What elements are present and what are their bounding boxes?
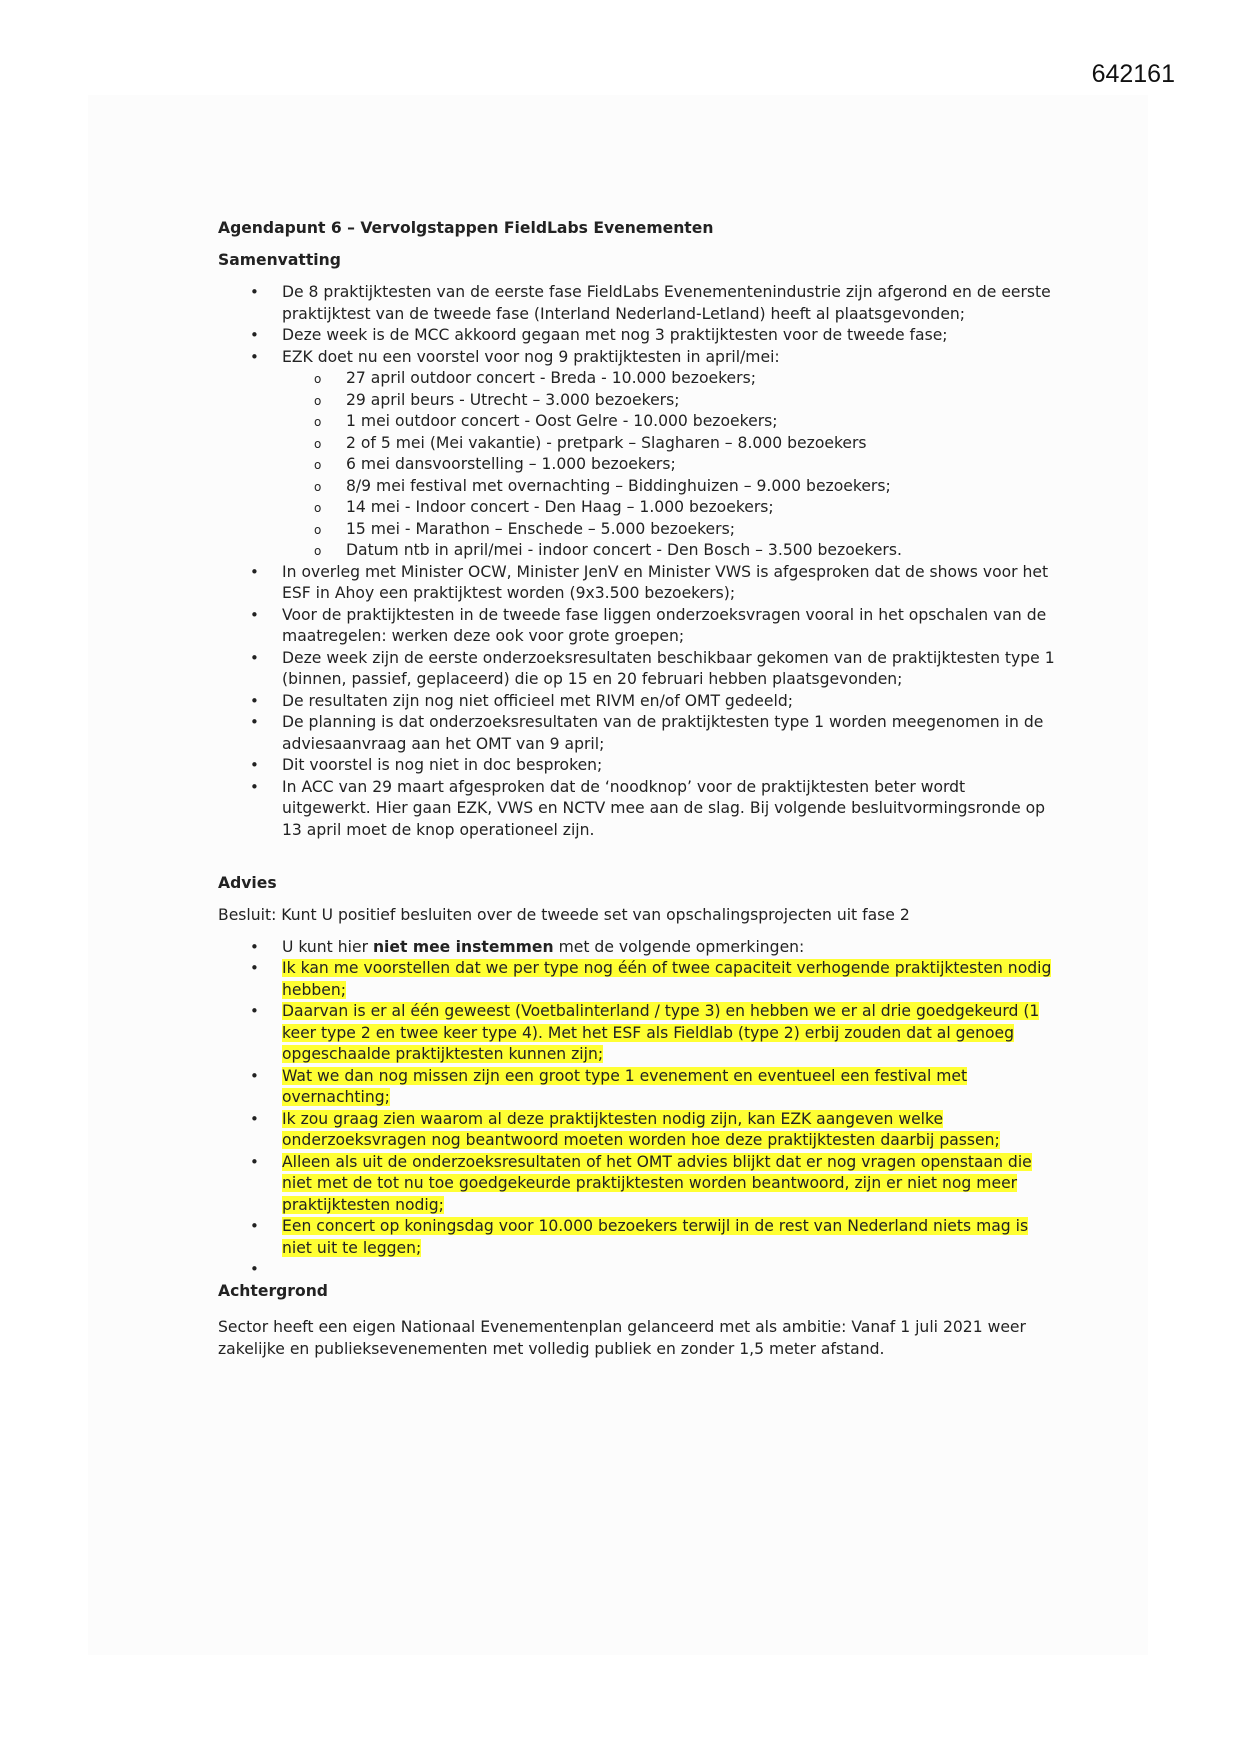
event-item: o 15 mei - Marathon – Enschede – 5.000 bezoekers;	[282, 519, 1058, 541]
highlighted-text: Ik kan me voorstellen dat we per type nog één of twee capaciteit verhogende praktijktesten nodig hebben;	[282, 959, 1052, 999]
besluit-text: Besluit: Kunt U positief besluiten over de tweede set van opschalingsprojecten uit fase 2	[218, 906, 910, 924]
list-item	[218, 1066, 1058, 1109]
document-id: 642161	[1091, 60, 1175, 88]
event-item: o 6 mei dansvoorstelling – 1.000 bezoekers;	[282, 454, 1058, 476]
agenda-title: Agendapunt 6 – Vervolgstappen FieldLabs Evenementen	[218, 219, 714, 237]
event-item: o 27 april outdoor concert - Breda - 10.000 bezoekers;	[282, 368, 1058, 390]
achtergrond-heading: Achtergrond	[218, 1282, 328, 1300]
list-item: • De 8 praktijktesten van de eerste fase FieldLabs Evenementenindustrie zijn afgerond en de eerste praktijktest van de tweede fase (Interland Nederland-Letland) heeft al plaatsgevonden;	[218, 282, 1058, 325]
event-item: o 2 of 5 mei (Mei vakantie) - pretpark – Slagharen – 8.000 bezoekers	[282, 433, 1058, 455]
achtergrond-text: Sector heeft een eigen Nationaal Evenementenplan gelanceerd met als ambitie: Vanaf 1 juli 2021 weer zakelijke en publieksevenementen met volledig publiek en zonder 1,5 meter afstand.	[218, 1318, 1026, 1358]
list-item	[218, 347, 1058, 562]
list-item	[218, 1109, 1058, 1152]
list-item-text: EZK doet nu een voorstel voor nog 9 praktijktesten in april/mei:	[282, 347, 780, 366]
list-item: • Deze week zijn de eerste onderzoeksresultaten beschikbaar gekomen van de praktijktesten type 1 (binnen, passief, geplaceerd) die op 15 en 20 februari hebben plaatsgevonden;	[218, 648, 1058, 691]
event-item: o 8/9 mei festival met overnachting – Biddinghuizen – 9.000 bezoekers;	[282, 476, 1058, 498]
event-list	[282, 368, 1058, 562]
list-item: • Deze week is de MCC akkoord gegaan met nog 3 praktijktesten voor de tweede fase;	[218, 325, 1058, 347]
highlighted-text: Daarvan is er al één geweest (Voetbalinterland / type 3) en hebben we er al drie goedgekeurd (1 keer type 2 en twee keer type 4). Met het ESF als Fieldlab (type 2) erbij zouden dat al genoeg opgeschaalde praktijktesten kunnen zijn;	[282, 1002, 1040, 1063]
list-item	[218, 1152, 1058, 1217]
event-item: o 1 mei outdoor concert - Oost Gelre - 10.000 bezoekers;	[282, 411, 1058, 433]
highlighted-text: Wat we dan nog missen zijn een groot type 1 evenement en eventueel een festival met overnachting;	[282, 1066, 968, 1106]
list-item: • Voor de praktijktesten in de tweede fase liggen onderzoeksvragen vooral in het opschalen van de maatregelen: werken deze ook voor grote groepen;	[218, 605, 1058, 648]
list-item: • In overleg met Minister OCW, Minister JenV en Minister VWS is afgesproken dat de shows voor het ESF in Ahoy een praktijktest worden (9x3.500 bezoekers);	[218, 562, 1058, 605]
list-item	[218, 1001, 1058, 1066]
event-item: o Datum ntb in april/mei - indoor concert - Den Bosch – 3.500 bezoekers.	[282, 540, 1058, 562]
list-item: • Dit voorstel is nog niet in doc besproken;	[218, 755, 1058, 777]
list-item	[218, 937, 1058, 959]
summary-heading: Samenvatting	[218, 251, 341, 269]
advies-list	[218, 937, 1058, 1282]
advies-text: U kunt hier	[282, 937, 373, 956]
advies-heading: Advies	[218, 874, 277, 892]
advies-text: met de volgende opmerkingen:	[553, 937, 805, 956]
list-item: • In ACC van 29 maart afgesproken dat de ‘noodknop’ voor de praktijktesten beter wordt uitgewerkt. Hier gaan EZK, VWS en NCTV mee aan de slag. Bij volgende besluitvormingsronde op 13 april moet de knop operationeel zijn.	[218, 777, 1058, 842]
highlighted-text: Alleen als uit de onderzoeksresultaten of het OMT advies blijkt dat er nog vragen openstaan die niet met de tot nu toe goedgekeurde praktijktesten worden beantwoord, zijn er niet nog meer praktijktesten nodig;	[282, 1152, 1032, 1214]
summary-list	[218, 282, 1058, 841]
advies-emphasis: niet mee instemmen	[372, 937, 554, 956]
list-item	[218, 958, 1058, 1001]
list-item	[218, 1216, 1058, 1259]
highlighted-text: Een concert op koningsdag voor 10.000 bezoekers terwijl in de rest van Nederland niets mag is niet uit te leggen;	[282, 1217, 1029, 1257]
list-item: • De resultaten zijn nog niet officieel met RIVM en/of OMT gedeeld;	[218, 691, 1058, 713]
event-item: o 29 april beurs - Utrecht – 3.000 bezoekers;	[282, 390, 1058, 412]
highlighted-text: Ik zou graag zien waarom al deze praktijktesten nodig zijn, kan EZK aangeven welke onderzoeksvragen nog beantwoord moeten worden hoe deze praktijktesten daarbij passen;	[282, 1109, 1000, 1149]
event-item: o 14 mei - Indoor concert - Den Haag – 1.000 bezoekers;	[282, 497, 1058, 519]
document-body	[218, 218, 1058, 1360]
empty-list-item	[218, 1259, 1058, 1281]
list-item: • De planning is dat onderzoeksresultaten van de praktijktesten type 1 worden meegenomen in de adviesaanvraag aan het OMT van 9 april;	[218, 712, 1058, 755]
